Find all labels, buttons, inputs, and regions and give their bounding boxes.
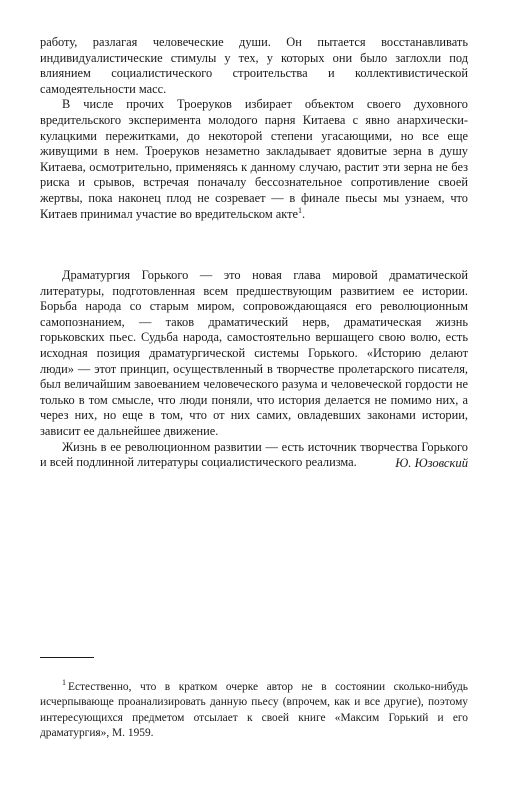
- text-section-upper: [40, 35, 468, 222]
- paragraph-troerukov: В числе прочих Троеруков избирает объектом своего духовного вредительского эксперимента молодого парня Китаева с явно анархически-кулацкими пережитками, до некоторой степени угасающими, но все еще живущими в нем. Троеруков незаметно закладывает ядовитые зерна в душу Китаева, осмотрительно, применяясь к данному случаю, растит эти зерна не без риска и срывов, встречая поначалу бессознательное сопротивление своей жертвы, пока наконец плод не созревает — в финале пьесы мы узнаем, что Китаев принимал участие во вредительском акте$^1$.: [40, 97, 468, 221]
- paragraph-conclusion: Жизнь в ее революционном развитии — есть источник творчества Горького и всей подлинной литературы социалистического реализма.: [40, 439, 468, 470]
- paragraph-dramaturgy: Драматургия Горького — это новая глава мировой драматической литературы, подготовленная всем предшествующим развитием ее истории. Борьба народа со старым миром, сопровождающаяся его революционным самопознанием, — таков драматический нерв, драматическая жизнь горьковских пьес. Судьба народа, самостоятельно вершащего свою волю, есть исходная позиция драматургической системы Горького. «Историю делают люди» — этот принцип, осуществленный в творчестве пролетарского писателя, был величайшим завоеванием человеческого разума и человеческой гордости не только в том смысле, что люди поняли, что история делается не помимо них, а через них, но еще в том, что от них самих, овладевших законами истории, зависит ее дальнейшее движение.: [40, 268, 468, 438]
- footnote-divider: [40, 657, 94, 658]
- footnote: [40, 680, 468, 742]
- author-signature: Ю. Юзовский: [395, 456, 468, 470]
- footnote-mark: 1: [62, 678, 66, 688]
- paragraph-continuation: работу, разлагая человеческие души. Он пытается восстанавливать индивидуалистические стимулы у тех, у которых они было заглохли под влиянием социалистического строительства и коллективистической самодеятельности масс.: [40, 35, 468, 96]
- footnote-text: Естественно, что в кратком очерке автор не в состоянии сколько-нибудь исчерпывающе проанализировать данную пьесу (впрочем, как и все другие), поэтому интересующихся предметом отсылает к своей книге «Максим Горький и его драматургия», М. 1959.: [40, 681, 468, 740]
- paragraph-troerukov-text: В числе прочих Троеруков избирает объектом своего духовного вредительского эксперимента молодого парня Китаева с явно анархически-кулацкими пережитками, до некоторой степени угасающими, но все еще живущими в нем. Троеруков незаметно закладывает ядовитые зерна в душу Китаева, осмотрительно, применяясь к данному случаю, растит эти зерна не без риска и срывов, встречая поначалу бессознательное сопротивление своей жертвы, пока наконец плод не созревает — в финале пьесы мы узнаем, что Китаев принимал участие во вредительском акте: [40, 97, 468, 221]
- footnote-reference: 1: [298, 205, 303, 215]
- text-section-lower: [40, 268, 468, 471]
